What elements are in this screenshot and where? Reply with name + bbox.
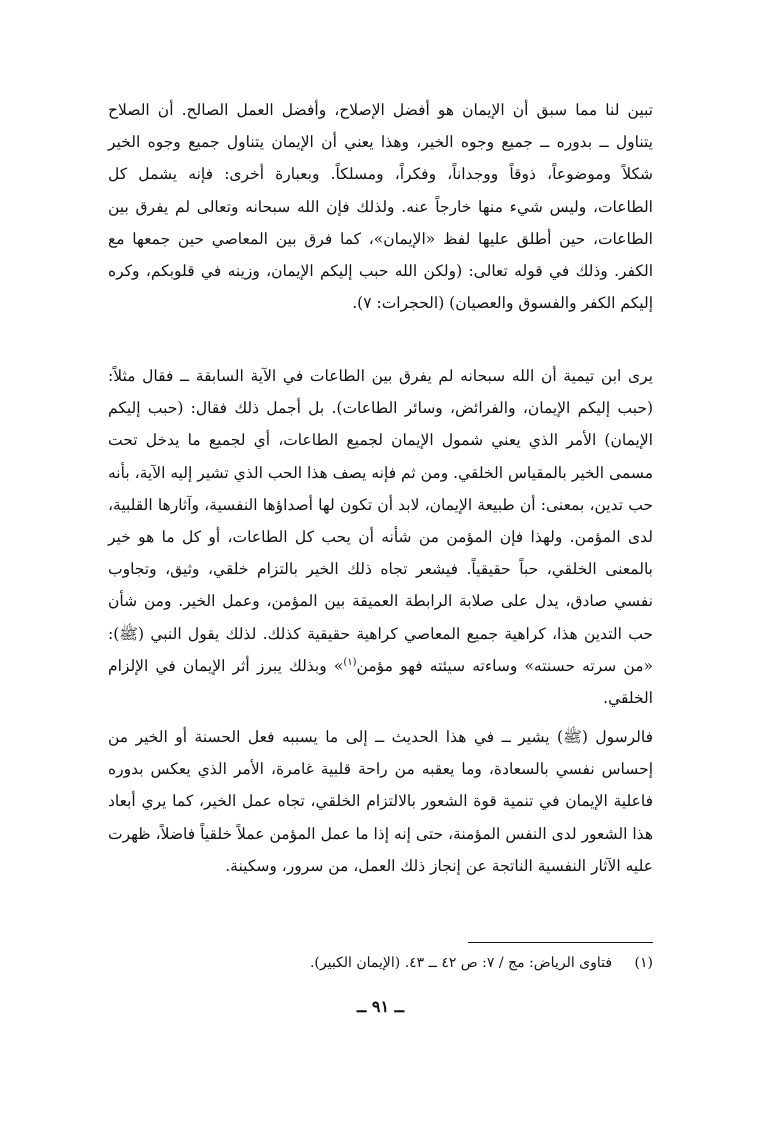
body-paragraph-3 xyxy=(108,721,653,882)
body-paragraph-2 xyxy=(108,360,653,714)
footnote-number: (١) xyxy=(634,955,653,971)
paragraph-text-tail: » وبذلك يبرز أثر الإيمان في الإلزام الخلقي. xyxy=(108,656,653,708)
paragraph-text: فالرسول (ﷺ) يشير ــ في هذا الحديث ــ إلى ما يسببه فعل الحسنة أو الخير من إحساس نفسي بالسعادة، وما يعقبه من راحة قلبية غامرة، الأمر الذي يعكس بدوره فاعلية الإيمان في تنمية قوة الشعور بالالتزام الخلقي، تجاه عمل الخير، كما يري أبعاد هذا الشعور لدى النفس المؤمنة، حتى إنه إذا ما عمل المؤمن عملاً خلقياً فاضلاً، ظهرت عليه الآثار النفسية الناتجة عن إنجاز ذلك العمل، من سرور، وسكينة. xyxy=(108,728,653,875)
body-paragraph-1 xyxy=(108,94,653,319)
footnote-reference[interactable]: (١) xyxy=(343,656,357,668)
paragraph-text: يرى ابن تيمية أن الله سبحانه لم يفرق بين الطاعات في الآية السابقة ــ فقال مثلاً: (حبب إليكم الإيمان، والفرائض، وسائر الطاعات). بل أجمل ذلك فقال: (حبب إليكم الإيمان) الأمر الذي يعني شمول الإيمان لجميع الطاعات، أي لجميع ما يدخل تحت مسمى الخير بالمقياس الخلقي. ومن ثم فإنه يصف هذا الحب الذي تشير إليه الآية، بأنه حب تدين، بمعنى: أن طبيعة الإيمان، لابد أن تكون لها أصداؤها النفسية، وآثارها القلبية، لدى المؤمن. ولهذا فإن المؤمن من شأنه أن يحب كل الطاعات، أو كل ما هو خير بالمعنى الخلقي، حباً حقيقياً. فيشعر تجاه ذلك الخير بالتزام خلقي، وثيق، وتجاوب نفسي صادق، يدل على صلابة الرابطة العميقة بين المؤمن، وعمل الخير. ومن شأن حب التدين هذا، كراهية جميع المعاصي كراهية حقيقية كذلك. لذلك يقول النبي (ﷺ): «من سرته حسنته» وساءته سيئته فهو مؤمن xyxy=(108,367,653,675)
footnote-divider xyxy=(468,942,653,943)
page-number: ــ ٩١ ــ xyxy=(356,997,405,1016)
footnote xyxy=(108,950,653,976)
paragraph-text: تبين لنا مما سبق أن الإيمان هو أفضل الإصلاح، وأفضل العمل الصالح. أن الصلاح يتناول ــ بدوره ــ جميع وجوه الخير، وهذا يعني أن الإيمان يتناول جميع وجوه الخير شكلاً وموضوعاً، ذوقاً ووجداناً، وفكراً، ومسلكاً. وبعبارة أخرى: فإنه يشمل كل الطاعات، وليس شيء منها خارجاً عنه. ولذلك فإن الله سبحانه وتعالى لم يفرق بين الطاعات، حين أطلق عليها لفظ «الإيمان»، كما فرق بين المعاصي حين جمعها مع الكفر. وذلك في قوله تعالى: (ولكن الله حبب إليكم الإيمان، وزينه في قلوبكم، وكره إليكم الكفر والفسوق والعصيان) (الحجرات: ٧). xyxy=(108,101,653,313)
footnote-text: فتاوى الرياض: مج / ٧: ص ٤٢ ــ ٤٣. (الإيمان الكبير). xyxy=(309,955,613,971)
